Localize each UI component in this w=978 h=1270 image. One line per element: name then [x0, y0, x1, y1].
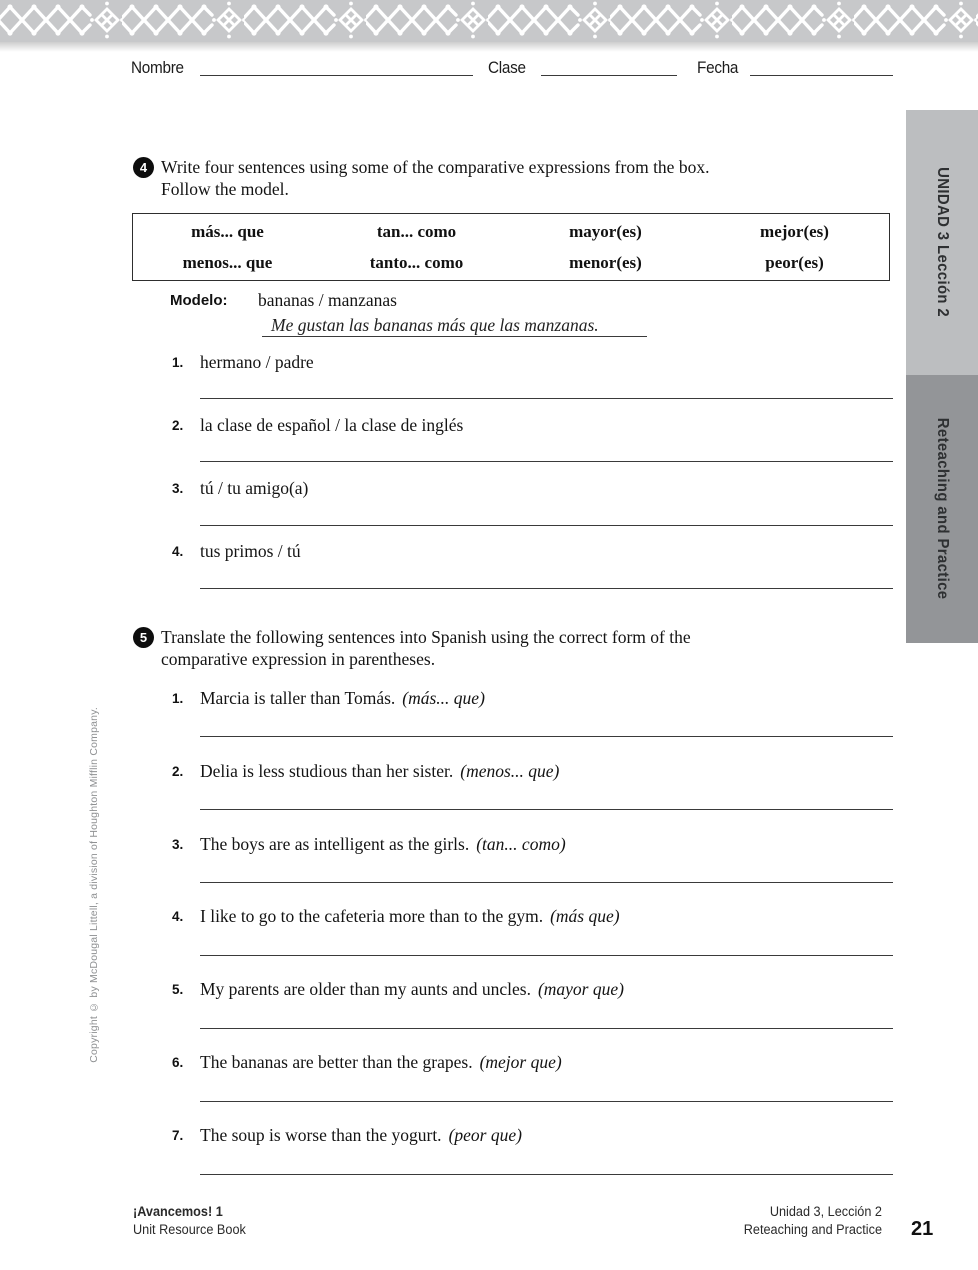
band-shadow	[0, 42, 978, 52]
footer-book-subtitle: Unit Resource Book	[133, 1222, 246, 1237]
item-number: 2.	[172, 418, 184, 433]
modelo-answer-underline	[262, 336, 647, 337]
item-prompt: My parents are older than my aunts and uncles. (mayor que)	[200, 979, 624, 999]
item-number: 1.	[172, 691, 184, 706]
name-label: Nombre	[131, 58, 184, 77]
exercise4-number-badge: 4	[133, 157, 154, 178]
decorative-border-band	[0, 0, 978, 42]
item-prompt: hermano / padre	[200, 352, 314, 372]
modelo-label: Modelo:	[170, 292, 228, 309]
answer-line[interactable]	[200, 955, 893, 956]
item-prompt: The bananas are better than the grapes. (mejor que)	[200, 1052, 562, 1072]
expression-cell: mayor(es)	[569, 221, 642, 241]
expression-cell: menor(es)	[569, 252, 642, 272]
expression-cell: peor(es)	[765, 252, 824, 272]
answer-line[interactable]	[200, 809, 893, 810]
item-number: 5.	[172, 982, 184, 997]
exercise4-instruction-line1: Write four sentences using some of the comparative expressions from the box.	[161, 157, 710, 177]
expression-cell: tanto... como	[369, 252, 464, 272]
item-prompt: tú / tu amigo(a)	[200, 478, 309, 498]
copyright-notice: Copyright © by McDougal Littell, a division of Houghton Mifflin Company.	[88, 707, 100, 1063]
item-hint: (mayor que)	[537, 979, 624, 999]
exercise5-number-badge: 5	[133, 627, 154, 648]
comparative-expressions-box	[132, 213, 890, 281]
exercise4-instruction-line2: Follow the model.	[161, 179, 289, 199]
item-prompt: The boys are as intelligent as the girls. (tan... como)	[200, 834, 566, 854]
item-hint: (tan... como)	[476, 834, 566, 854]
item-number: 4.	[172, 909, 184, 924]
answer-line[interactable]	[200, 525, 893, 526]
answer-line[interactable]	[200, 588, 893, 589]
item-prompt: tus primos / tú	[200, 541, 301, 561]
footer-unit: Unidad 3, Lección 2	[769, 1204, 882, 1219]
answer-line[interactable]	[200, 736, 893, 737]
modelo-prompt: bananas / manzanas	[258, 290, 397, 310]
footer-section: Reteaching and Practice	[743, 1222, 882, 1237]
item-hint: (más que)	[550, 906, 620, 926]
page-number: 21	[911, 1218, 934, 1240]
answer-line[interactable]	[200, 882, 893, 883]
answer-line[interactable]	[200, 398, 893, 399]
item-number: 7.	[172, 1128, 184, 1143]
item-number: 1.	[172, 355, 184, 370]
answer-line[interactable]	[200, 1028, 893, 1029]
item-number: 4.	[172, 544, 184, 559]
class-label: Clase	[488, 58, 526, 77]
sidebar-section-label: Reteaching and Practice	[934, 418, 951, 600]
item-prompt: The soup is worse than the yogurt. (peor que)	[200, 1125, 522, 1145]
expression-cell: tan... como	[376, 221, 457, 241]
modelo-answer: Me gustan las bananas más que las manzanas.	[271, 315, 599, 335]
date-label: Fecha	[697, 58, 739, 77]
item-prompt: Marcia is taller than Tomás. (más... que)	[200, 688, 485, 708]
item-hint: (mejor que)	[479, 1052, 562, 1072]
item-prompt: la clase de español / la clase de inglés	[200, 415, 464, 435]
expression-cell: mejor(es)	[760, 221, 829, 241]
answer-line[interactable]	[200, 1101, 893, 1102]
exercise5-instruction-line1: Translate the following sentences into Spanish using the correct form of the	[161, 627, 691, 647]
class-input-line[interactable]	[541, 75, 677, 76]
name-input-line[interactable]	[200, 75, 473, 76]
exercise4-instructions	[161, 156, 841, 200]
answer-line[interactable]	[200, 461, 893, 462]
item-hint: (más... que)	[402, 688, 485, 708]
sidebar-tab-unit	[906, 110, 978, 375]
item-number: 2.	[172, 764, 184, 779]
footer-book-title: ¡Avancemos! 1	[133, 1204, 223, 1219]
answer-line[interactable]	[200, 1174, 893, 1175]
knot-pattern-graphic	[0, 0, 978, 42]
exercise5-instruction-line2: comparative expression in parentheses.	[161, 649, 436, 669]
item-number: 3.	[172, 481, 184, 496]
expression-cell: más... que	[191, 221, 264, 241]
expression-cell: menos... que	[182, 252, 273, 272]
item-number: 6.	[172, 1055, 184, 1070]
date-input-line[interactable]	[750, 75, 893, 76]
exercise5-instructions	[161, 626, 841, 670]
item-hint: (peor que)	[448, 1125, 522, 1145]
sidebar-unit-label: UNIDAD 3 Lección 2	[934, 167, 951, 318]
sidebar-tab-section	[906, 375, 978, 643]
item-hint: (menos... que)	[460, 761, 560, 781]
item-prompt: I like to go to the cafeteria more than to the gym. (más que)	[200, 906, 620, 926]
item-prompt: Delia is less studious than her sister. (menos... que)	[200, 761, 560, 781]
item-number: 3.	[172, 837, 184, 852]
